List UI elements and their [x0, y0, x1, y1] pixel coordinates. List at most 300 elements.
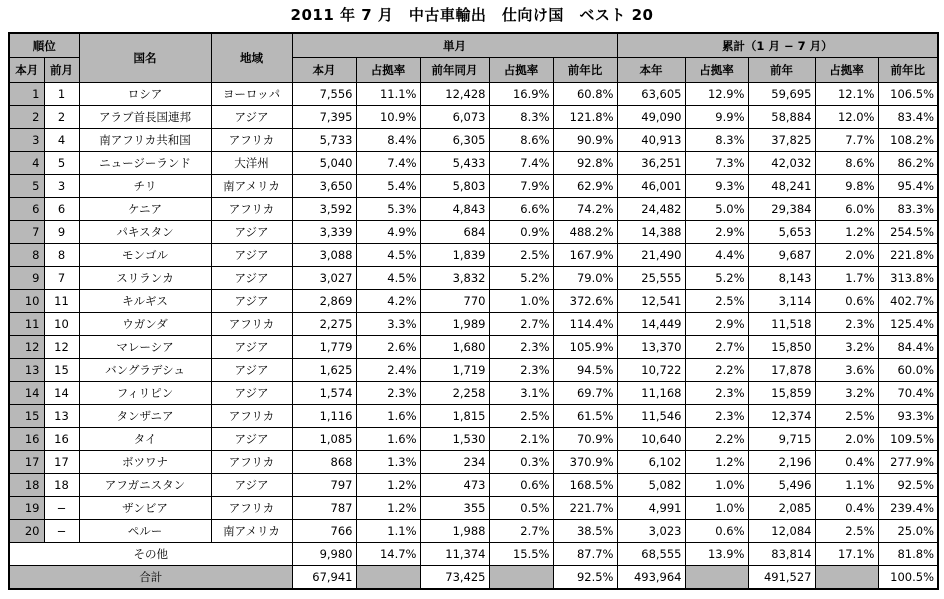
- cum-yoy-cell: 60.0%: [878, 359, 938, 382]
- cum-this-year-cell: 14,388: [617, 221, 685, 244]
- cum-yoy-cell: 84.4%: [878, 336, 938, 359]
- cum-share-cell: 1.0%: [685, 497, 748, 520]
- cum-yoy-cell: 221.8%: [878, 244, 938, 267]
- table-row: [9, 267, 938, 290]
- monthly-current-cell: 7,395: [292, 106, 356, 129]
- rank-cell: 15: [9, 405, 44, 428]
- cum-this-year-cell: 36,251: [617, 152, 685, 175]
- prev-rank-cell: 14: [44, 382, 79, 405]
- page-title: 2011 年 7 月 中古車輸出 仕向け国 ベスト 20: [290, 6, 654, 24]
- monthly-share-cell: 11.1%: [356, 83, 420, 106]
- monthly-ly-share-cell: 6.6%: [489, 198, 553, 221]
- cum-prev-year-cell: 37,825: [748, 129, 815, 152]
- region-cell: アフリカ: [211, 313, 292, 336]
- monthly-ly-share-cell: 2.5%: [489, 405, 553, 428]
- region-cell: アジア: [211, 359, 292, 382]
- cum-py-share-cell: 12.0%: [815, 106, 878, 129]
- rank-cell: 1: [9, 83, 44, 106]
- total-ly: 73,425: [420, 566, 489, 590]
- cum-prev-year-cell: 8,143: [748, 267, 815, 290]
- monthly-current-cell: 868: [292, 451, 356, 474]
- cum-this-year-cell: 63,605: [617, 83, 685, 106]
- monthly-last-year-cell: 12,428: [420, 83, 489, 106]
- monthly-last-year-cell: 1,680: [420, 336, 489, 359]
- cum-share-cell: 2.2%: [685, 359, 748, 382]
- rank-cell: 18: [9, 474, 44, 497]
- region-cell: アジア: [211, 221, 292, 244]
- monthly-share-cell: 8.4%: [356, 129, 420, 152]
- cum-py-share-cell: 8.6%: [815, 152, 878, 175]
- rank-cell: 14: [9, 382, 44, 405]
- header-rank: 順位: [9, 33, 79, 58]
- cum-this-year-cell: 11,546: [617, 405, 685, 428]
- country-cell: チリ: [79, 175, 211, 198]
- monthly-last-year-cell: 1,719: [420, 359, 489, 382]
- cum-prev-year-cell: 42,032: [748, 152, 815, 175]
- cum-yoy-cell: 125.4%: [878, 313, 938, 336]
- rank-cell: 13: [9, 359, 44, 382]
- region-cell: アフリカ: [211, 497, 292, 520]
- country-cell: ボツワナ: [79, 451, 211, 474]
- region-cell: 南アメリカ: [211, 520, 292, 543]
- total-cur-share-blank: [356, 566, 420, 590]
- country-cell: ウガンダ: [79, 313, 211, 336]
- cum-prev-year-cell: 59,695: [748, 83, 815, 106]
- cum-share-cell: 1.2%: [685, 451, 748, 474]
- monthly-last-year-cell: 6,073: [420, 106, 489, 129]
- prev-rank-cell: 3: [44, 175, 79, 198]
- table-row: [9, 290, 938, 313]
- rank-cell: 6: [9, 198, 44, 221]
- monthly-current-cell: 1,574: [292, 382, 356, 405]
- cum-prev-year-cell: 2,085: [748, 497, 815, 520]
- cum-prev-year-cell: 17,878: [748, 359, 815, 382]
- cum-yoy-cell: 83.4%: [878, 106, 938, 129]
- monthly-last-year-cell: 355: [420, 497, 489, 520]
- monthly-ly-share-cell: 2.3%: [489, 336, 553, 359]
- table-row: [9, 359, 938, 382]
- monthly-yoy-cell: 370.9%: [553, 451, 617, 474]
- export-ranking-table: [8, 32, 939, 590]
- header-cum-py-share: 占拠率: [815, 58, 878, 83]
- country-cell: モンゴル: [79, 244, 211, 267]
- header-cum-yoy: 前年比: [878, 58, 938, 83]
- header-cum-share: 占拠率: [685, 58, 748, 83]
- prev-rank-cell: 15: [44, 359, 79, 382]
- rank-cell: 8: [9, 244, 44, 267]
- prev-rank-cell: 6: [44, 198, 79, 221]
- monthly-ly-share-cell: 2.7%: [489, 313, 553, 336]
- monthly-current-cell: 5,733: [292, 129, 356, 152]
- country-cell: パキスタン: [79, 221, 211, 244]
- cum-prev-year-cell: 15,850: [748, 336, 815, 359]
- prev-rank-cell: 10: [44, 313, 79, 336]
- country-cell: ロシア: [79, 83, 211, 106]
- cum-share-cell: 7.3%: [685, 152, 748, 175]
- monthly-yoy-cell: 79.0%: [553, 267, 617, 290]
- monthly-yoy-cell: 38.5%: [553, 520, 617, 543]
- country-cell: タイ: [79, 428, 211, 451]
- prev-rank-cell: 5: [44, 152, 79, 175]
- cum-py-share-cell: 0.4%: [815, 497, 878, 520]
- cum-share-cell: 5.0%: [685, 198, 748, 221]
- rank-cell: 9: [9, 267, 44, 290]
- rank-cell: 11: [9, 313, 44, 336]
- cum-yoy-cell: 95.4%: [878, 175, 938, 198]
- cum-yoy-cell: 106.5%: [878, 83, 938, 106]
- cum-prev-year-cell: 9,687: [748, 244, 815, 267]
- monthly-ly-share-cell: 0.6%: [489, 474, 553, 497]
- monthly-ly-share-cell: 2.1%: [489, 428, 553, 451]
- cum-yoy-cell: 277.9%: [878, 451, 938, 474]
- monthly-ly-share-cell: 5.2%: [489, 267, 553, 290]
- table-row: [9, 497, 938, 520]
- monthly-ly-share-cell: 8.6%: [489, 129, 553, 152]
- others-label: その他: [9, 543, 292, 566]
- cum-prev-year-cell: 48,241: [748, 175, 815, 198]
- rank-cell: 7: [9, 221, 44, 244]
- cum-py-share-cell: 2.5%: [815, 520, 878, 543]
- others-row: [9, 543, 938, 566]
- monthly-current-cell: 3,650: [292, 175, 356, 198]
- monthly-current-cell: 3,339: [292, 221, 356, 244]
- region-cell: アフリカ: [211, 451, 292, 474]
- others-cy-share: 13.9%: [685, 543, 748, 566]
- cum-share-cell: 9.3%: [685, 175, 748, 198]
- cum-yoy-cell: 92.5%: [878, 474, 938, 497]
- table-row: [9, 451, 938, 474]
- rank-cell: 3: [9, 129, 44, 152]
- others-py: 83,814: [748, 543, 815, 566]
- rank-cell: 2: [9, 106, 44, 129]
- cum-this-year-cell: 6,102: [617, 451, 685, 474]
- monthly-yoy-cell: 121.8%: [553, 106, 617, 129]
- total-row: [9, 566, 938, 590]
- cum-share-cell: 5.2%: [685, 267, 748, 290]
- monthly-ly-share-cell: 7.9%: [489, 175, 553, 198]
- prev-rank-cell: 9: [44, 221, 79, 244]
- table-row: [9, 152, 938, 175]
- country-cell: ケニア: [79, 198, 211, 221]
- cum-prev-year-cell: 12,084: [748, 520, 815, 543]
- monthly-last-year-cell: 1,988: [420, 520, 489, 543]
- cum-yoy-cell: 86.2%: [878, 152, 938, 175]
- cum-prev-year-cell: 3,114: [748, 290, 815, 313]
- cum-py-share-cell: 12.1%: [815, 83, 878, 106]
- region-cell: アフリカ: [211, 198, 292, 221]
- monthly-last-year-cell: 234: [420, 451, 489, 474]
- prev-rank-cell: 18: [44, 474, 79, 497]
- others-cur: 9,980: [292, 543, 356, 566]
- cum-yoy-cell: 109.5%: [878, 428, 938, 451]
- cum-yoy-cell: 25.0%: [878, 520, 938, 543]
- monthly-ly-share-cell: 7.4%: [489, 152, 553, 175]
- monthly-current-cell: 787: [292, 497, 356, 520]
- total-cur: 67,941: [292, 566, 356, 590]
- cum-prev-year-cell: 9,715: [748, 428, 815, 451]
- monthly-yoy-cell: 167.9%: [553, 244, 617, 267]
- region-cell: アジア: [211, 336, 292, 359]
- table-row: [9, 313, 938, 336]
- region-cell: アジア: [211, 428, 292, 451]
- cum-yoy-cell: 83.3%: [878, 198, 938, 221]
- prev-rank-cell: −: [44, 497, 79, 520]
- country-cell: 南アフリカ共和国: [79, 129, 211, 152]
- monthly-share-cell: 2.3%: [356, 382, 420, 405]
- cum-py-share-cell: 2.3%: [815, 313, 878, 336]
- header-rank-current: 本月: [9, 58, 44, 83]
- cum-prev-year-cell: 29,384: [748, 198, 815, 221]
- region-cell: アフリカ: [211, 129, 292, 152]
- others-py-share: 17.1%: [815, 543, 878, 566]
- cum-this-year-cell: 40,913: [617, 129, 685, 152]
- monthly-last-year-cell: 1,989: [420, 313, 489, 336]
- header-monthly-ly-share: 占拠率: [489, 58, 553, 83]
- prev-rank-cell: 7: [44, 267, 79, 290]
- cum-py-share-cell: 0.6%: [815, 290, 878, 313]
- monthly-ly-share-cell: 0.5%: [489, 497, 553, 520]
- prev-rank-cell: 1: [44, 83, 79, 106]
- country-cell: タンザニア: [79, 405, 211, 428]
- others-ly-share: 15.5%: [489, 543, 553, 566]
- cum-prev-year-cell: 5,653: [748, 221, 815, 244]
- cum-py-share-cell: 6.0%: [815, 198, 878, 221]
- cum-share-cell: 2.2%: [685, 428, 748, 451]
- monthly-yoy-cell: 90.9%: [553, 129, 617, 152]
- cum-py-share-cell: 2.5%: [815, 405, 878, 428]
- monthly-last-year-cell: 3,832: [420, 267, 489, 290]
- monthly-yoy-cell: 114.4%: [553, 313, 617, 336]
- table-row: [9, 129, 938, 152]
- monthly-share-cell: 2.4%: [356, 359, 420, 382]
- table-row: [9, 221, 938, 244]
- header-cum-prev-year: 前年: [748, 58, 815, 83]
- cum-this-year-cell: 24,482: [617, 198, 685, 221]
- monthly-last-year-cell: 1,839: [420, 244, 489, 267]
- cum-this-year-cell: 49,090: [617, 106, 685, 129]
- cum-share-cell: 2.7%: [685, 336, 748, 359]
- table-body: [9, 83, 938, 543]
- monthly-current-cell: 1,779: [292, 336, 356, 359]
- monthly-yoy-cell: 372.6%: [553, 290, 617, 313]
- monthly-share-cell: 7.4%: [356, 152, 420, 175]
- table-row: [9, 83, 938, 106]
- cum-share-cell: 9.9%: [685, 106, 748, 129]
- monthly-share-cell: 1.2%: [356, 497, 420, 520]
- cum-this-year-cell: 46,001: [617, 175, 685, 198]
- total-ly-share-blank: [489, 566, 553, 590]
- prev-rank-cell: 17: [44, 451, 79, 474]
- table-row: [9, 428, 938, 451]
- cum-py-share-cell: 1.7%: [815, 267, 878, 290]
- others-ly: 11,374: [420, 543, 489, 566]
- region-cell: アフリカ: [211, 405, 292, 428]
- monthly-share-cell: 5.4%: [356, 175, 420, 198]
- cum-this-year-cell: 14,449: [617, 313, 685, 336]
- monthly-ly-share-cell: 0.9%: [489, 221, 553, 244]
- monthly-current-cell: 2,275: [292, 313, 356, 336]
- cum-prev-year-cell: 2,196: [748, 451, 815, 474]
- prev-rank-cell: 11: [44, 290, 79, 313]
- cum-py-share-cell: 1.1%: [815, 474, 878, 497]
- total-cyoy: 100.5%: [878, 566, 938, 590]
- rank-cell: 10: [9, 290, 44, 313]
- header-region: 地域: [211, 33, 292, 83]
- cum-this-year-cell: 25,555: [617, 267, 685, 290]
- header-rank-prev: 前月: [44, 58, 79, 83]
- monthly-share-cell: 3.3%: [356, 313, 420, 336]
- monthly-share-cell: 4.5%: [356, 267, 420, 290]
- header-cum-this-year: 本年: [617, 58, 685, 83]
- rank-cell: 12: [9, 336, 44, 359]
- table-row: [9, 198, 938, 221]
- monthly-ly-share-cell: 3.1%: [489, 382, 553, 405]
- region-cell: アジア: [211, 382, 292, 405]
- monthly-yoy-cell: 168.5%: [553, 474, 617, 497]
- cum-yoy-cell: 70.4%: [878, 382, 938, 405]
- monthly-current-cell: 1,085: [292, 428, 356, 451]
- cum-this-year-cell: 4,991: [617, 497, 685, 520]
- monthly-yoy-cell: 74.2%: [553, 198, 617, 221]
- table-row: [9, 382, 938, 405]
- monthly-yoy-cell: 61.5%: [553, 405, 617, 428]
- prev-rank-cell: 4: [44, 129, 79, 152]
- rank-cell: 5: [9, 175, 44, 198]
- monthly-ly-share-cell: 2.5%: [489, 244, 553, 267]
- cum-prev-year-cell: 12,374: [748, 405, 815, 428]
- cum-share-cell: 2.5%: [685, 290, 748, 313]
- monthly-share-cell: 1.6%: [356, 428, 420, 451]
- monthly-current-cell: 3,027: [292, 267, 356, 290]
- prev-rank-cell: 12: [44, 336, 79, 359]
- prev-rank-cell: 8: [44, 244, 79, 267]
- cum-py-share-cell: 7.7%: [815, 129, 878, 152]
- monthly-current-cell: 2,869: [292, 290, 356, 313]
- monthly-share-cell: 1.6%: [356, 405, 420, 428]
- cum-prev-year-cell: 15,859: [748, 382, 815, 405]
- monthly-last-year-cell: 684: [420, 221, 489, 244]
- country-cell: フィリピン: [79, 382, 211, 405]
- cum-py-share-cell: 9.8%: [815, 175, 878, 198]
- monthly-share-cell: 1.2%: [356, 474, 420, 497]
- monthly-current-cell: 3,088: [292, 244, 356, 267]
- cum-this-year-cell: 10,722: [617, 359, 685, 382]
- cum-yoy-cell: 402.7%: [878, 290, 938, 313]
- table-row: [9, 336, 938, 359]
- cum-yoy-cell: 313.8%: [878, 267, 938, 290]
- cum-this-year-cell: 21,490: [617, 244, 685, 267]
- cum-py-share-cell: 1.2%: [815, 221, 878, 244]
- cum-share-cell: 2.9%: [685, 313, 748, 336]
- cum-share-cell: 4.4%: [685, 244, 748, 267]
- monthly-last-year-cell: 6,305: [420, 129, 489, 152]
- cum-py-share-cell: 3.2%: [815, 382, 878, 405]
- monthly-current-cell: 1,625: [292, 359, 356, 382]
- rank-cell: 19: [9, 497, 44, 520]
- monthly-share-cell: 4.5%: [356, 244, 420, 267]
- region-cell: 大洋州: [211, 152, 292, 175]
- table-row: [9, 520, 938, 543]
- header-cumulative: 累計（1 月 − 7 月）: [617, 33, 938, 58]
- region-cell: アジア: [211, 267, 292, 290]
- prev-rank-cell: 13: [44, 405, 79, 428]
- cum-py-share-cell: 3.2%: [815, 336, 878, 359]
- monthly-last-year-cell: 1,815: [420, 405, 489, 428]
- region-cell: アジア: [211, 244, 292, 267]
- rank-cell: 4: [9, 152, 44, 175]
- total-py: 491,527: [748, 566, 815, 590]
- cum-share-cell: 2.3%: [685, 405, 748, 428]
- cum-this-year-cell: 12,541: [617, 290, 685, 313]
- monthly-current-cell: 1,116: [292, 405, 356, 428]
- total-label: 合計: [9, 566, 292, 590]
- monthly-current-cell: 797: [292, 474, 356, 497]
- monthly-ly-share-cell: 2.3%: [489, 359, 553, 382]
- table-row: [9, 106, 938, 129]
- cum-yoy-cell: 254.5%: [878, 221, 938, 244]
- header-monthly-yoy: 前年比: [553, 58, 617, 83]
- monthly-share-cell: 1.3%: [356, 451, 420, 474]
- prev-rank-cell: −: [44, 520, 79, 543]
- monthly-yoy-cell: 70.9%: [553, 428, 617, 451]
- monthly-share-cell: 4.2%: [356, 290, 420, 313]
- monthly-ly-share-cell: 0.3%: [489, 451, 553, 474]
- cum-this-year-cell: 3,023: [617, 520, 685, 543]
- table-row: [9, 175, 938, 198]
- monthly-ly-share-cell: 8.3%: [489, 106, 553, 129]
- prev-rank-cell: 16: [44, 428, 79, 451]
- table-row: [9, 474, 938, 497]
- monthly-yoy-cell: 488.2%: [553, 221, 617, 244]
- cum-py-share-cell: 2.0%: [815, 244, 878, 267]
- table-row: [9, 405, 938, 428]
- cum-share-cell: 8.3%: [685, 129, 748, 152]
- region-cell: アジア: [211, 290, 292, 313]
- monthly-yoy-cell: 60.8%: [553, 83, 617, 106]
- monthly-last-year-cell: 1,530: [420, 428, 489, 451]
- cum-share-cell: 1.0%: [685, 474, 748, 497]
- region-cell: 南アメリカ: [211, 175, 292, 198]
- rank-cell: 17: [9, 451, 44, 474]
- cum-py-share-cell: 3.6%: [815, 359, 878, 382]
- rank-cell: 16: [9, 428, 44, 451]
- cum-share-cell: 12.9%: [685, 83, 748, 106]
- country-cell: バングラデシュ: [79, 359, 211, 382]
- monthly-current-cell: 7,556: [292, 83, 356, 106]
- monthly-ly-share-cell: 1.0%: [489, 290, 553, 313]
- country-cell: ニュージーランド: [79, 152, 211, 175]
- monthly-yoy-cell: 69.7%: [553, 382, 617, 405]
- country-cell: マレーシア: [79, 336, 211, 359]
- others-cur-share: 14.7%: [356, 543, 420, 566]
- cum-share-cell: 2.9%: [685, 221, 748, 244]
- monthly-share-cell: 10.9%: [356, 106, 420, 129]
- monthly-share-cell: 4.9%: [356, 221, 420, 244]
- cum-this-year-cell: 10,640: [617, 428, 685, 451]
- cum-this-year-cell: 5,082: [617, 474, 685, 497]
- cum-this-year-cell: 13,370: [617, 336, 685, 359]
- country-cell: スリランカ: [79, 267, 211, 290]
- total-py-share-blank: [815, 566, 878, 590]
- cum-share-cell: 2.3%: [685, 382, 748, 405]
- cum-prev-year-cell: 11,518: [748, 313, 815, 336]
- header-monthly: 単月: [292, 33, 617, 58]
- total-cy-share-blank: [685, 566, 748, 590]
- country-cell: キルギス: [79, 290, 211, 313]
- cum-prev-year-cell: 58,884: [748, 106, 815, 129]
- region-cell: アジア: [211, 474, 292, 497]
- region-cell: ヨーロッパ: [211, 83, 292, 106]
